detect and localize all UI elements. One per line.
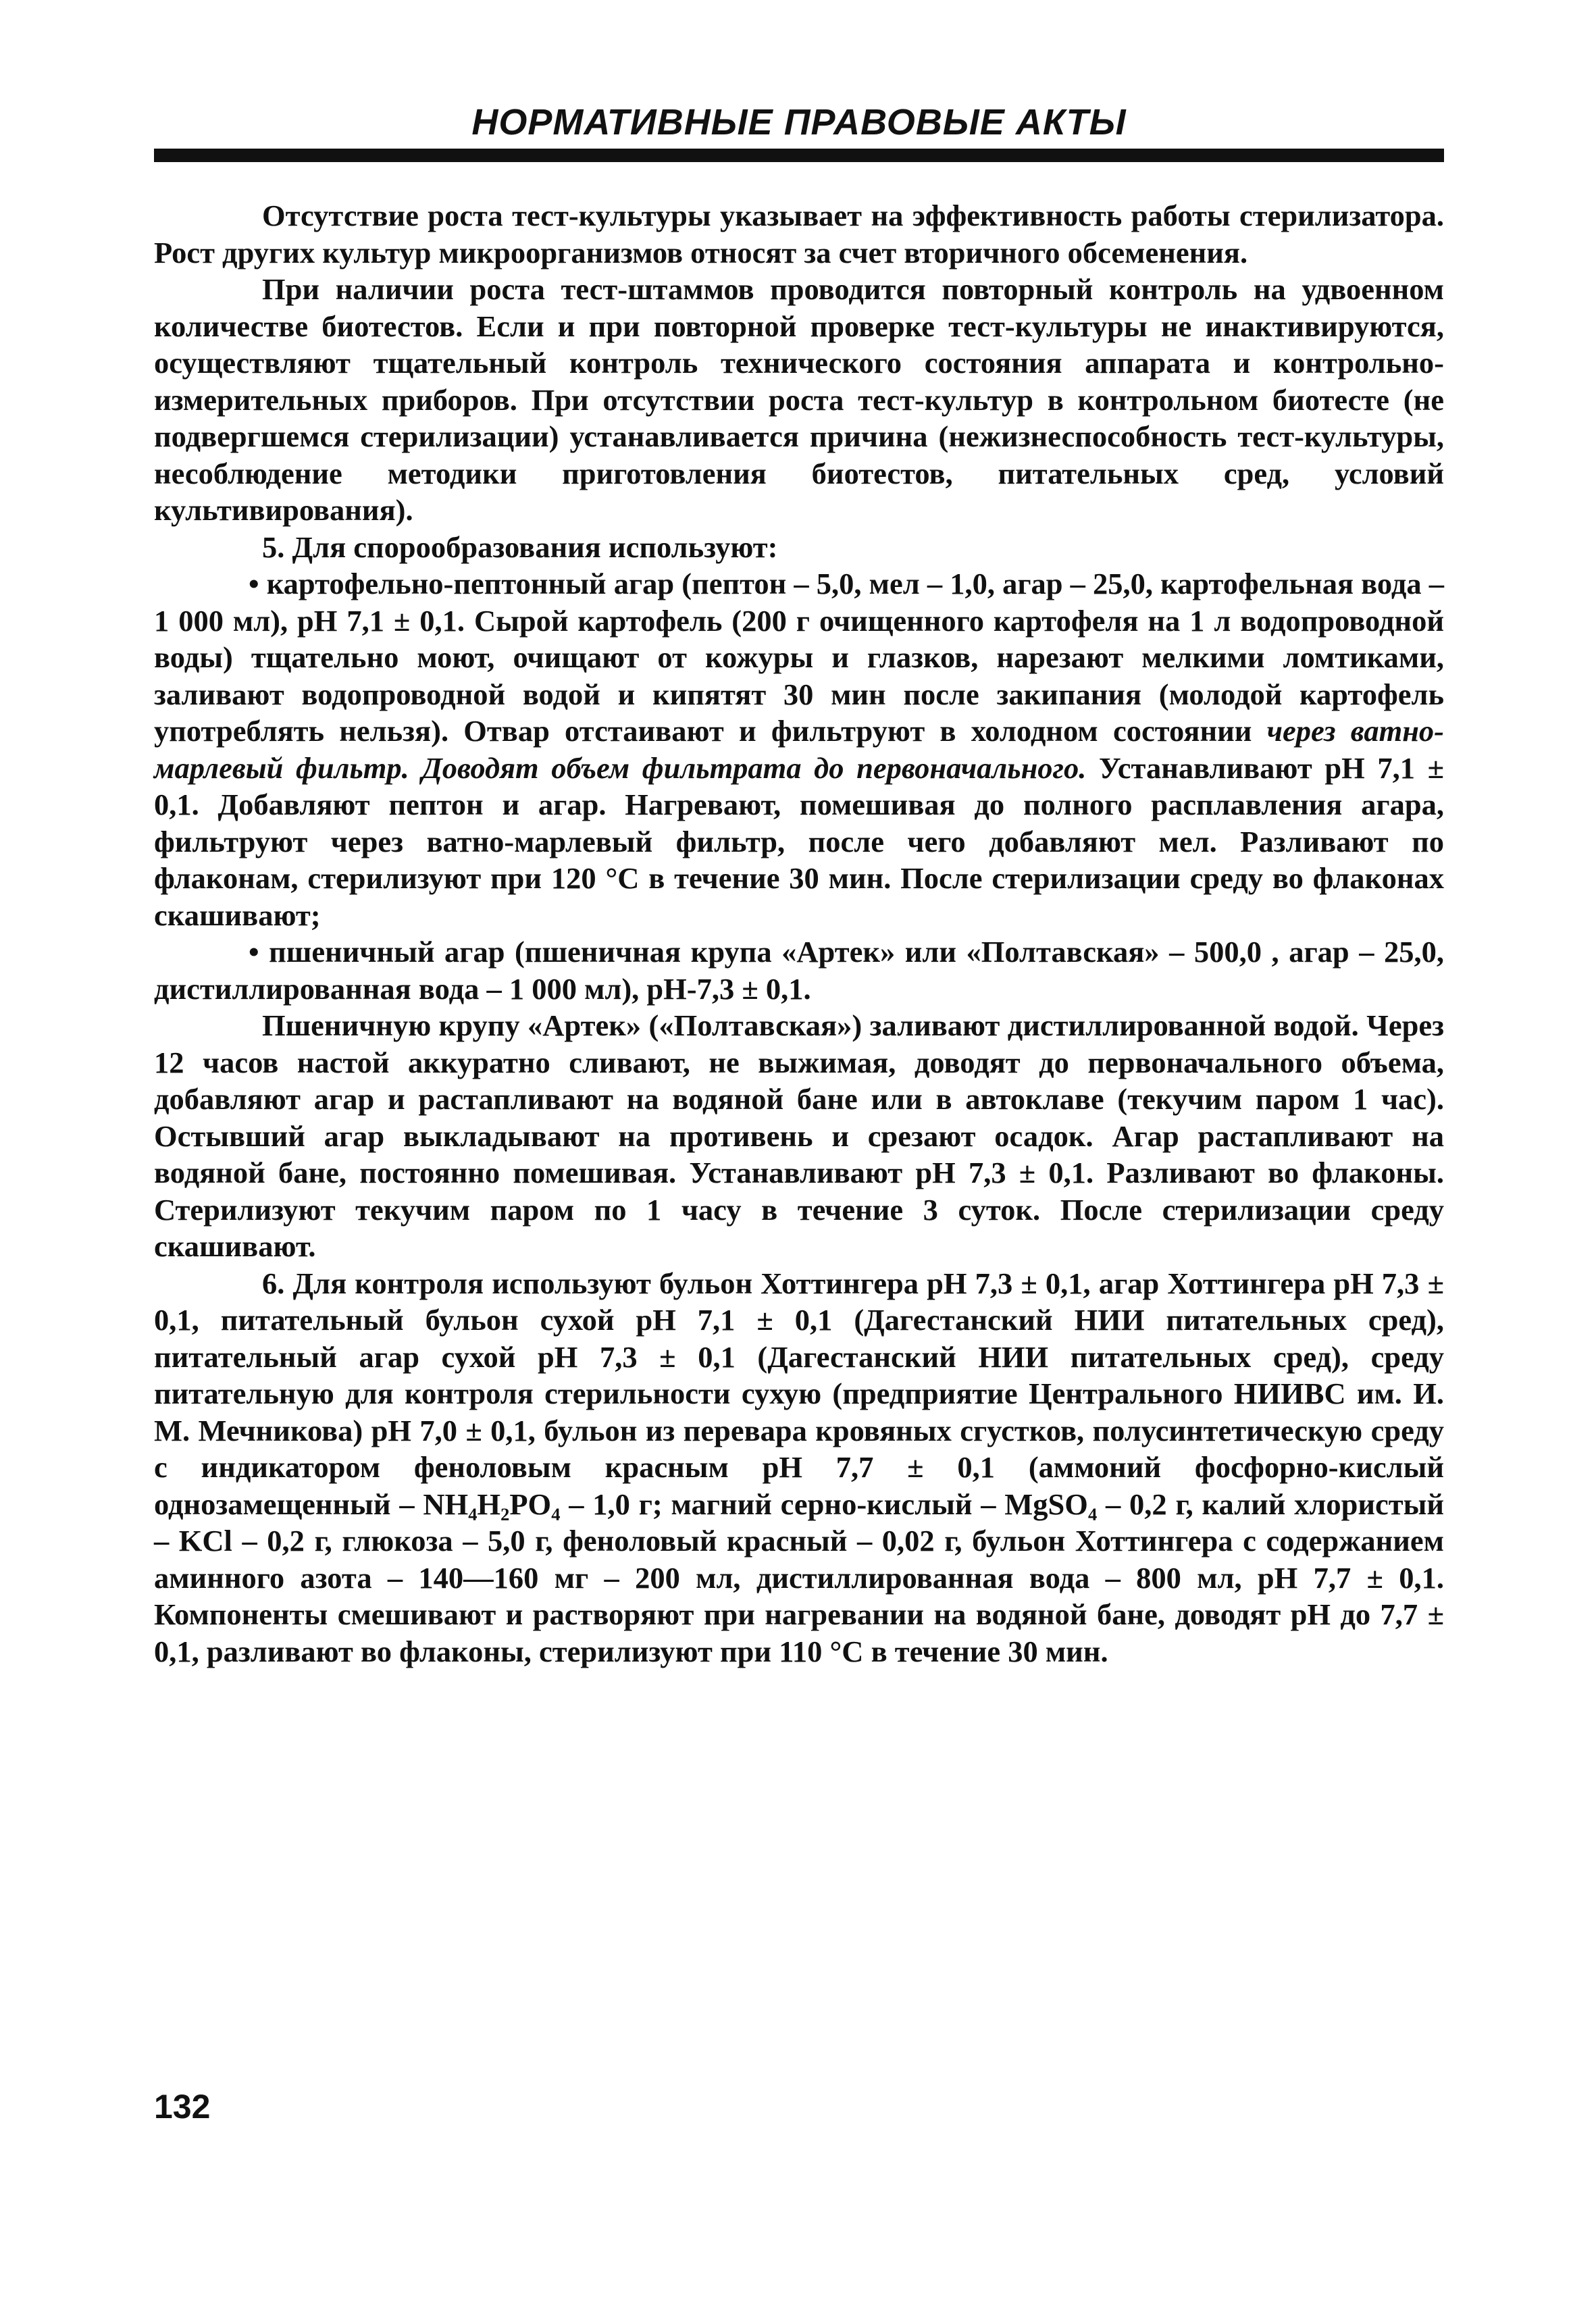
page-content [154,101,1444,2263]
paragraph-1: Отсутствие роста тест-культуры указывает на эффективность работы стерилизатора. Рост других культур микроорганизмов относят за счет вторичного обсеменения. [154,199,1444,269]
paragraph-2: При наличии роста тест-штаммов проводится повторный контроль на удвоенном количестве биотестов. Если и при повторной проверке тест-культуры не инактивируются, осуществляют тщательный контроль технического состояния аппарата и контрольно-измерительных приборов. При отсутствии роста тест-культур в контрольном биотесте (не подвергшемся стерилизации) устанавливается причина (нежизнеспособность тест-культуры, несоблюдение методики приготовления биотестов, питательных сред, условий культивирования). [154,272,1444,527]
paragraph-6: Пшеничную крупу «Артек» («Полтавская») заливают дистиллированной водой. Через 12 часов настой аккуратно сливают, не выжимая, доводят до первоначального объема, добавляют агар и растапливают на водяной бане или в автоклаве (текучим паром 1 час). Остывший агар выкладывают на противень и срезают осадок. Агар растапливают на водяной бане, постоянно помешивая. Устанавливают рН 7,3 ± 0,1. Разливают во флаконы. Стерилизуют текучим паром по 1 часу в течение 3 суток. После стерилизации среду скашивают. [154,1008,1444,1263]
bullet-text-italic: через ватно-марлевый фильтр. Доводят объем фильтрата до первоначального. [154,714,1444,785]
paragraph-7: 6. Для контроля используют бульон Хоттингера рН 7,3 ± 0,1, агар Хоттингера рН 7,3 ± 0,1, питательный бульон сухой рН 7,1 ± 0,1 (Дагестанский НИИ питательных сред), питательный агар сухой рН 7,3 ± 0,1 (Дагестанский НИИ питательных сред), среду питательную для контроля стерильности сухую (предприятие Центрального НИИВС им. И. М. Мечникова) рН 7,0 ± 0,1, бульон из перевара кровяных сгустков, полусинтетическую среду с индикатором феноловым красным рН 7,7 ± 0,1 (аммоний фосфорно-кислый однозамещенный – NH₄H₂PO₄ – 1,0 г; магний серно-кислый – MgSO₄ – 0,2 г, калий хлористый – KCl – 0,2 г, глюкоза – 5,0 г, феноловый красный – 0,02 г, бульон Хоттингера с содержанием аминного азота – 140—160 мг – 200 мл, дистиллированная вода – 800 мл, рН 7,7 ± 0,1. Компоненты смешивают и растворяют при нагревании на водяной бане, доводят рН до 7,7 ± 0,1, разливают во флаконы, стерилизуют при 110 °С в течение 30 мин. [154,1266,1444,1668]
bullet-item-potato-agar [154,565,1444,933]
paragraph-3: 5. Для спорообразования используют: [262,530,778,564]
page-number: 132 [154,2088,211,2126]
running-header: НОРМАТИВНЫЕ ПРАВОВЫЕ АКТЫ [471,102,1127,143]
bullet-text-part-2: Устанавливают рН 7,1 ± 0,1. Добавляют пептон и агар. Нагревают, помешивая до полного расплавления агара, фильтруют через ватно-марлевый фильтр, после чего добавляют мел. Разливают по флаконам, стерилизуют при 120 °С в течение 30 мин. После стерилизации среду во флаконах скашивают; [154,750,1444,932]
bullet-item-wheat-agar: • пшеничный агар (пшеничная крупа «Артек» или «Полтавская» – 500,0 , агар – 25,0, дистиллированная вода – 1 000 мл), рН-7,3 ± 0,1. [154,935,1444,1006]
header-rule [154,149,1444,162]
body-text [154,197,1444,1670]
bullet-text-part-1: • картофельно-пептонный агар (пептон – 5,0, мел – 1,0, агар – 25,0, картофельная вода – 1 000 мл), рН 7,1 ± 0,1. Сырой картофель (200 г очищенного картофеля на 1 л водопроводной воды) тщательно моют, очищают от кожуры и глазков, нарезают мелкими ломтиками, заливают водопроводной водой и кипятят 30 мин после закипания (молодой картофель употреблять нельзя). Отвар отстаивают и фильтруют в холодном состоянии [154,567,1445,748]
